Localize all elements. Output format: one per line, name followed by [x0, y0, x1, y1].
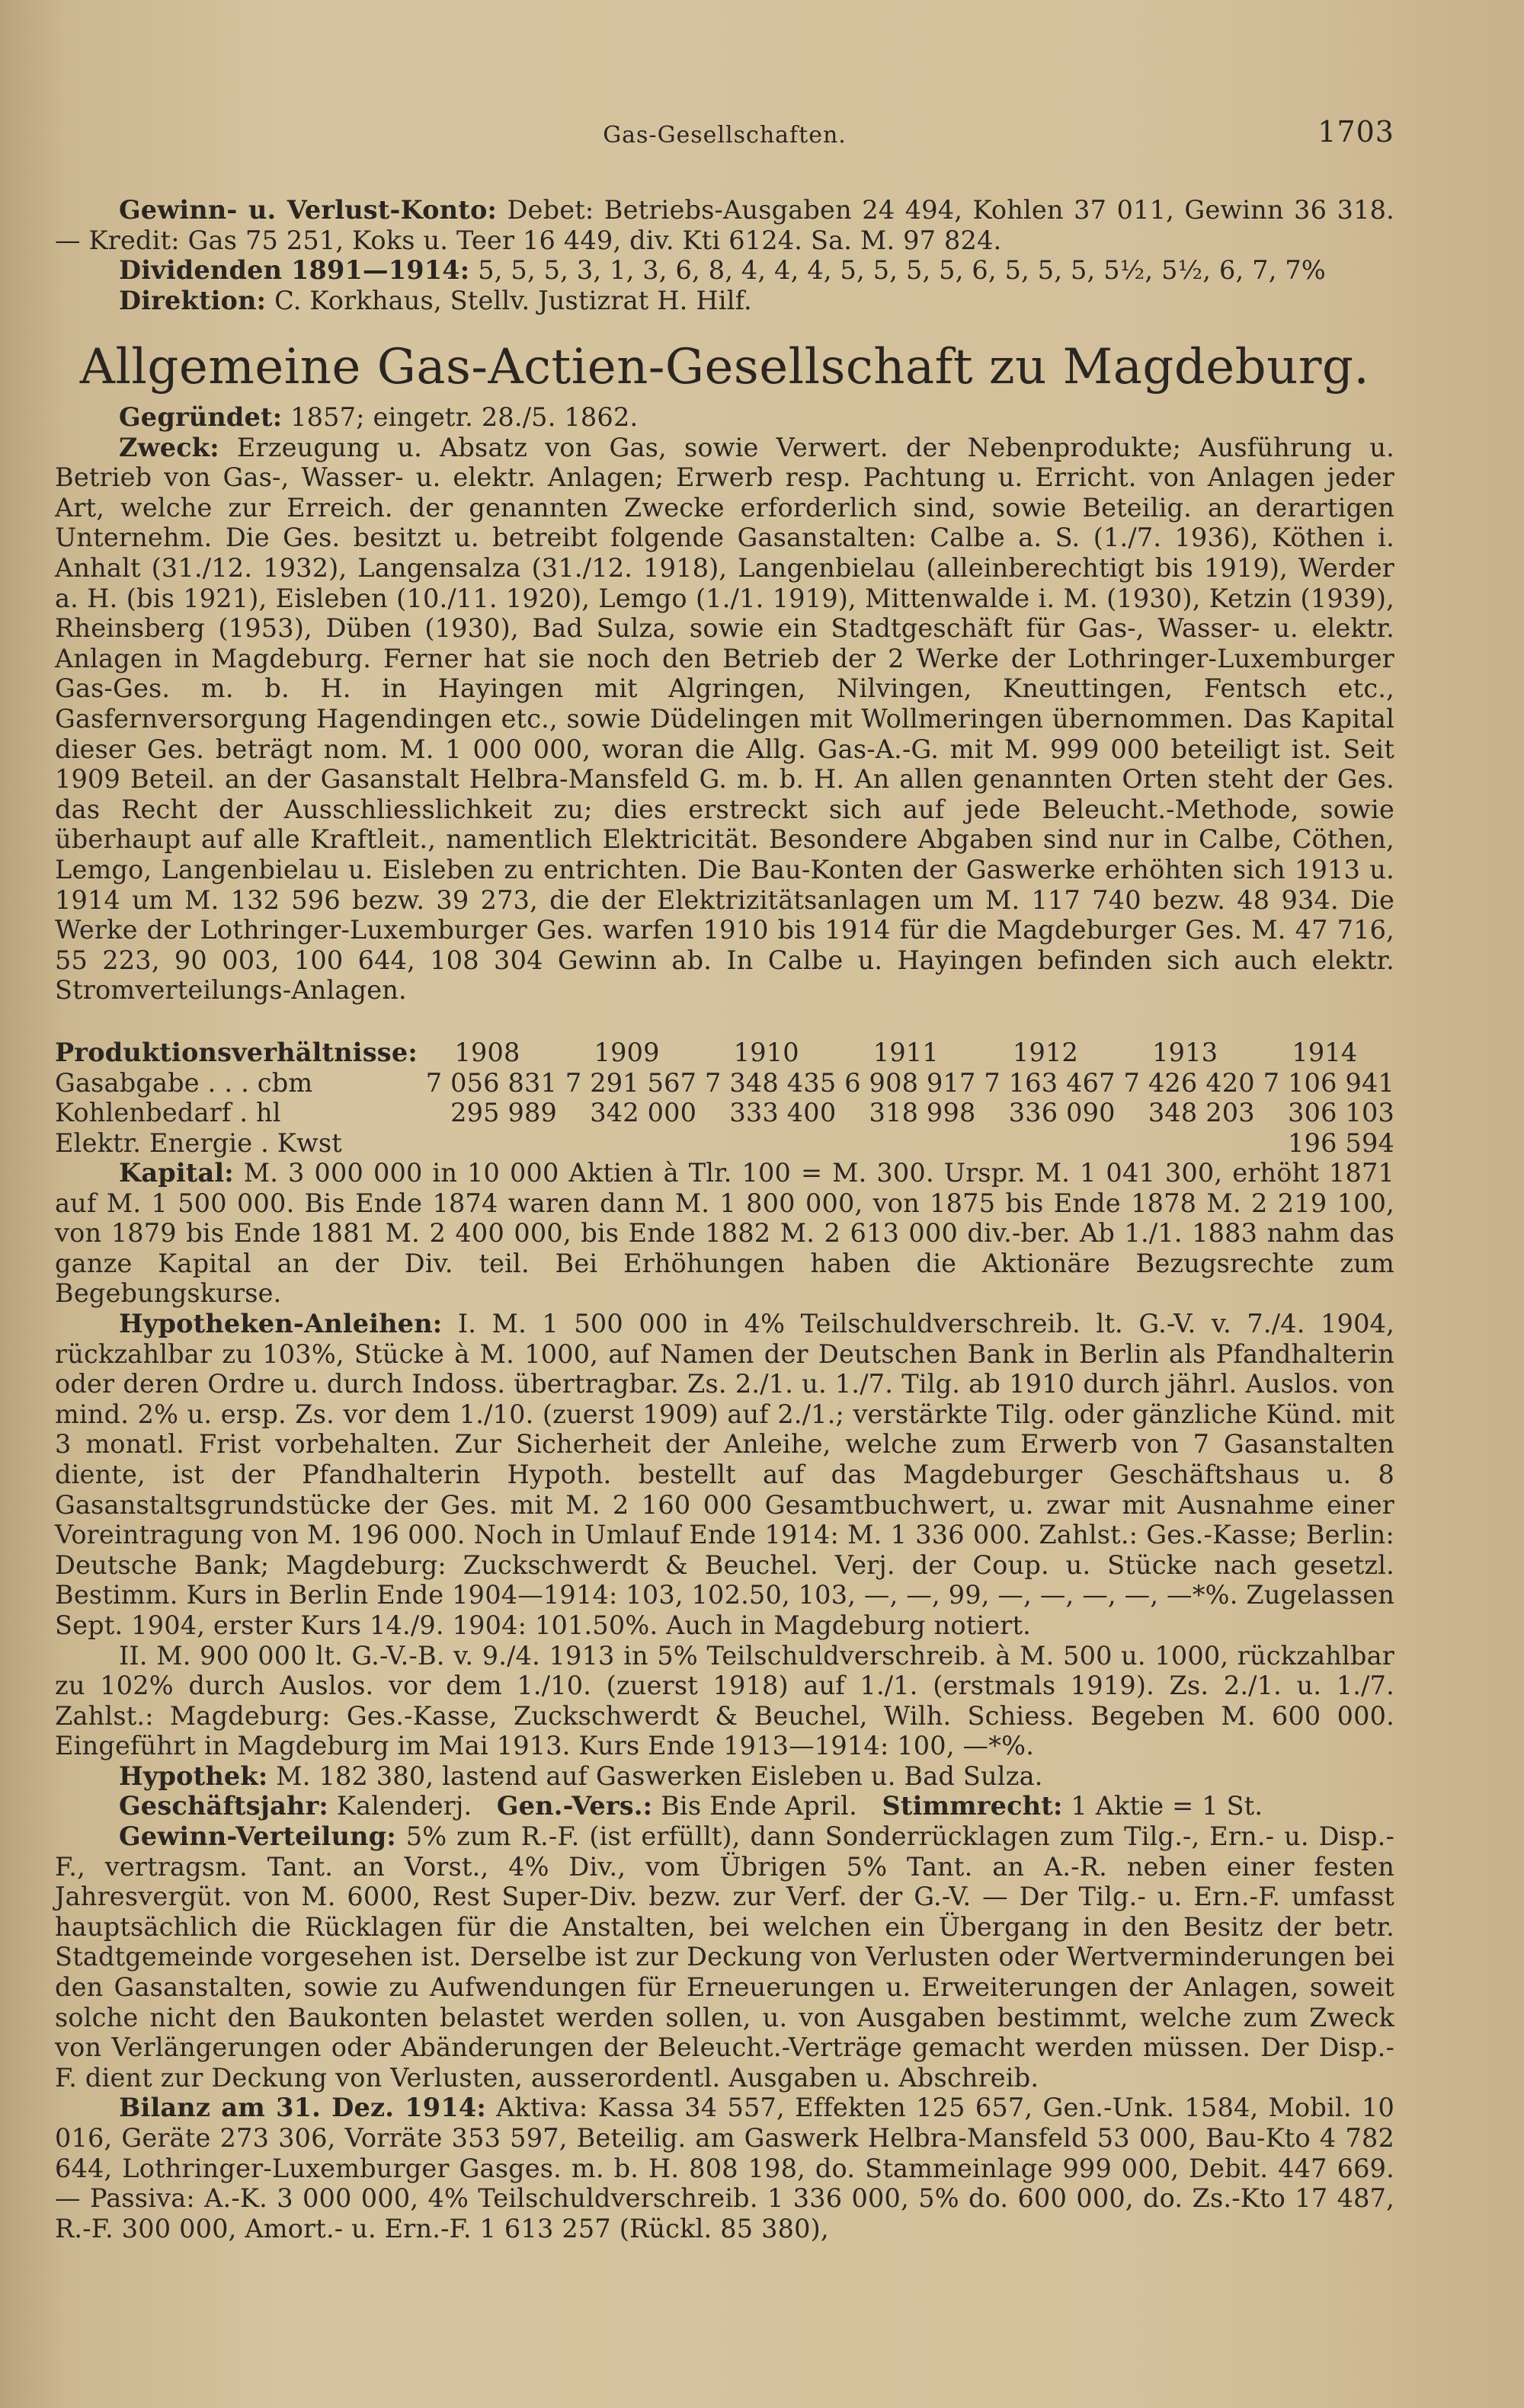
kapital-paragraph	[55, 1158, 1394, 1309]
company-details	[55, 1158, 1394, 2243]
production-year: 1908	[454, 1038, 520, 1067]
production-row-label: Elektr. Energie . Kwst	[55, 1127, 342, 1158]
gewinn-verlust-text: Debet: Betriebs-Ausgaben 24 494, Kohlen 37 011, Gewinn 36 318. — Kredit: Gas 75 251, Koks u. Teer 16 449, div. Kti 6124. Sa. M. 97 824.	[55, 195, 1394, 255]
hypotheken-text-2: II. M. 900 000 lt. G.-V.-B. v. 9./4. 1913 in 5% Teilschuldverschreib. à M. 500 u. 1000, rückzahlbar zu 102% durch Auslos. vor dem 1./10. (zuerst 1918) auf 1./1. (erstmals 1919). Zs. 2./1. u. 1./7. Zahlst.: Magdeburg: Ges.-Kasse, Zuckschwerdt & Beuchel, Wilh. Schiess. Begeben M. 600 000. Eingeführt in Magdeburg im Mai 1913. Kurs Ende 1913—1914: 100, —*%.	[55, 1640, 1394, 1761]
hypotheken-text-1: I. M. 1 500 000 in 4% Teilschuldverschreib. lt. G.-V. v. 7./4. 1904, rückzahlbar zu 103%, Stücke à M. 1000, auf Namen der Deutschen Bank in Berlin als Pfandhalterin oder deren Ordre u. durch Indoss. übertragbar. Zs. 2./1. u. 1./7. Tilg. ab 1910 durch jährl. Auslos. von mind. 2% u. ersp. Zs. vor dem 1./10. (zuerst 1909) auf 2./1.; verstärkte Tilg. oder gänzliche Künd. mit 3 monatl. Frist vorbehalten. Zur Sicherheit der Anleihe, welche zum Erwerb von 7 Gasanstalten diente, ist der Pfandhalterin Hypoth. bestellt auf das Magdeburger Geschäftshaus u. 8 Gasanstaltsgrundstücke der Ges. mit M. 2 160 000 Gesamtbuchwert, u. zwar mit Ausnahme einer Voreintragung von M. 196 000. Noch in Umlauf Ende 1914: M. 1 336 000. Zahlst.: Ges.-Kasse; Berlin: Deutsche Bank; Magdeburg: Zuckschwerdt & Beuchel. Verj. der Coup. u. Stücke nach gesetzl. Bestimm. Kurs in Berlin Ende 1904—1914: 103, 102.50, 103, —, —, 99, —, —, —, —, —*%. Zugelassen Sept. 1904, erster Kurs 14./9. 1904: 101.50%. Auch in Magdeburg notiert.	[55, 1308, 1394, 1640]
gen-vers-text: Bis Ende April.	[661, 1791, 857, 1821]
production-cell: 196 594	[1288, 1127, 1394, 1158]
production-cell: 7 426 420	[1123, 1067, 1255, 1098]
production-cell: 6 908 917	[844, 1067, 976, 1098]
gewinn-verteilung-paragraph	[55, 1821, 1394, 2093]
dividenden-text: 5, 5, 5, 3, 1, 3, 6, 8, 4, 4, 4, 5, 5, 5, 5, 6, 5, 5, 5, 5½, 5½, 6, 7, 7%	[478, 255, 1326, 286]
production-row-label: Kohlenbedarf . hl	[55, 1098, 281, 1128]
production-cell	[836, 1128, 975, 1159]
production-year: 1911	[872, 1038, 939, 1067]
hypothek-label: Hypothek:	[119, 1760, 268, 1791]
production-year: 1909	[594, 1038, 660, 1067]
production-cell: 348 203	[1148, 1098, 1255, 1128]
production-cell: 7 163 467	[984, 1067, 1116, 1098]
running-head	[55, 115, 1394, 158]
production-cell	[418, 1128, 557, 1159]
geschaeftsjahr-label: Geschäftsjahr:	[119, 1791, 328, 1821]
page-number: 1703	[1317, 115, 1394, 149]
production-cell	[975, 1128, 1115, 1159]
production-cell	[696, 1128, 836, 1159]
dividenden-label: Dividenden 1891—1914:	[119, 255, 470, 286]
zweck-paragraph	[55, 433, 1394, 1006]
zweck-text: Erzeugung u. Absatz von Gas, sowie Verwert. der Nebenprodukte; Ausführung u. Betrieb von Gas-, Wasser- u. elektr. Anlagen; Erwerb resp. Pachtung u. Erricht. von Anlagen jeder Art, welche zur Erreich. der genannten Zwecke erforderlich sind, sowie Beteilig. an derartigen Unternehm. Die Ges. besitzt u. betreibt folgende Gasanstalten: Calbe a. S. (1./7. 1936), Köthen i. Anhalt (31./12. 1932), Langensalza (31./12. 1918), Langenbielau (alleinberechtigt bis 1919), Werder a. H. (bis 1921), Eisleben (10./11. 1920), Lemgo (1./1. 1919), Mittenwalde i. M. (1930), Ketzin (1939), Rheinsberg (1953), Düben (1930), Bad Sulza, sowie ein Stadtgeschäft für Gas-, Wasser- u. elektr. Anlagen in Magdeburg. Ferner hat sie noch den Betrieb der 2 Werke der Lothringer-Luxemburger Gas-Ges. m. b. H. in Hayingen mit Algringen, Nilvingen, Kneuttingen, Fentsch etc., Gasfernversorgung Hagendingen etc., sowie Düdelingen mit Wollmeringen übernommen. Das Kapital dieser Ges. beträgt nom. M. 1 000 000, woran die Allg. Gas-A.-G. mit M. 999 000 beteiligt ist. Seit 1909 Beteil. an der Gasanstalt Helbra-Mansfeld G. m. b. H. An allen genannten Orten steht der Ges. das Recht der Ausschliesslichkeit zu; dies erstreckt sich auf jede Beleucht.-Methode, sowie überhaupt auf alle Kraftleit., namentlich Elektricität. Besondere Abgaben sind nur in Calbe, Cöthen, Lemgo, Langenbielau u. Eisleben zu entrichten. Die Bau-Konten der Gaswerke erhöhten sich 1913 u. 1914 um M. 132 596 bezw. 39 273, die der Elektrizitätsanlagen um M. 117 740 bezw. 48 934. Die Werke der Lothringer-Luxemburger Ges. warfen 1910 bis 1914 für die Magdeburger Ges. M. 47 716, 55 223, 90 003, 100 644, 108 304 Gewinn ab. In Calbe u. Hayingen befinden sich auch elektr. Stromverteilungs-Anlagen.	[55, 432, 1394, 1006]
bilanz-label: Bilanz am 31. Dez. 1914:	[119, 2093, 486, 2123]
company-heading-block	[55, 338, 1394, 396]
gen-vers-label: Gen.-Vers.:	[496, 1791, 653, 1821]
production-cell: 295 989	[450, 1098, 558, 1128]
geschaeftsjahr-text: Kalenderj.	[336, 1791, 472, 1821]
gegruendet-text: 1857; eingetr. 28./5. 1862.	[290, 402, 639, 432]
gegruendet-paragraph	[55, 402, 1394, 433]
production-year: 1912	[1013, 1038, 1079, 1067]
bilanz-text: Aktiva: Kassa 34 557, Effekten 125 657, Gen.-Unk. 1584, Mobil. 10 016, Geräte 273 306, Vorräte 353 597, Beteilig. am Gaswerk Helbra-Mansfeld 53 000, Bau-Kto 4 782 644, Lothringer-Luxemburger Gasges. m. b. H. 808 198, do. Stammeinlage 999 000, Debit. 447 669. — Passiva: A.-K. 3 000 000, 4% Teilschuldverschreib. 1 336 000, 5% do. 600 000, do. Zs.-Kto 17 487, R.-F. 300 000, Amort.- u. Ern.-F. 1 613 257 (Rückl. 85 380),	[55, 2093, 1394, 2243]
running-title: Gas-Gesellschaften.	[603, 122, 847, 149]
production-cell: 333 400	[729, 1098, 837, 1128]
direktion-paragraph	[55, 286, 1394, 316]
hypotheken-label: Hypotheken-Anleihen:	[119, 1308, 443, 1338]
gewinn-verlust-paragraph	[55, 195, 1394, 255]
hypothek-text: M. 182 380, lastend auf Gaswerken Eisleben u. Bad Sulza.	[276, 1760, 1043, 1791]
production-cell: 336 090	[1008, 1098, 1116, 1128]
production-cell: 7 056 831	[425, 1067, 558, 1098]
zweck-label: Zweck:	[119, 432, 219, 462]
production-cell: 7 348 435	[705, 1067, 837, 1098]
production-cell: 342 000	[590, 1098, 697, 1128]
company-title: Allgemeine Gas-Actien-Gesellschaft zu Magdeburg.	[79, 339, 1370, 395]
production-year: 1910	[733, 1038, 799, 1067]
production-cell: 7 106 941	[1263, 1067, 1394, 1098]
production-row-kohlenbedarf	[55, 1098, 1394, 1128]
stimmrecht-text: 1 Aktie = 1 St.	[1071, 1791, 1263, 1821]
production-label: Produktionsverhältnisse:	[55, 1038, 418, 1067]
production-cell: 306 103	[1288, 1098, 1394, 1128]
production-cell: 318 998	[869, 1098, 976, 1128]
direktion-text: C. Korkhaus, Stellv. Justizrat H. Hilf.	[274, 285, 752, 315]
previous-entry	[55, 195, 1394, 315]
production-section	[55, 1038, 1394, 1158]
gewinn-verteilung-text: 5% zum R.-F. (ist erfüllt), dann Sonderrücklagen zum Tilg.-, Ern.- u. Disp.-F., vertragsm. Tant. an Vorst., 4% Div., vom Übrigen 5% Tant. an A.-R. neben einer festen Jahresvergüt. von M. 6000, Rest Super-Div. bezw. zur Verf. der G.-V. — Der Tilg.- u. Ern.-F. umfasst hauptsächlich die Rücklagen für die Anstalten, bei welchen ein Übergang in den Besitz der betr. Stadtgemeinde vorgesehen ist. Derselbe ist zur Deckung von Verlusten oder Wertverminderungen bei den Gasanstalten, sowie zu Aufwendungen für Erneuerungen u. Erweiterungen der Anlagen, soweit solche nicht den Baukonten belastet werden sollen, u. von Ausgaben bestimmt, welche zum Zweck von Verlängerungen oder Abänderungen der Beleucht.-Verträge gemacht werden müssen. Der Disp.-F. dient zur Deckung von Verlusten, ausserordentl. Ausgaben u. Abschreib.	[55, 1821, 1394, 2093]
production-cell: 7 291 567	[565, 1067, 697, 1098]
bilanz-paragraph	[55, 2093, 1394, 2243]
gewinn-verteilung-label: Gewinn-Verteilung:	[119, 1821, 396, 1852]
dividenden-paragraph	[55, 255, 1394, 286]
production-header-row	[55, 1038, 1394, 1068]
production-row-elektr-energie	[55, 1128, 1394, 1159]
kapital-label: Kapital:	[119, 1158, 234, 1188]
kapital-text: M. 3 000 000 in 10 000 Aktien à Tlr. 100 = M. 300. Urspr. M. 1 041 300, erhöht 1871 auf M. 1 500 000. Bis Ende 1874 waren dann M. 1 800 000, von 1875 bis Ende 1878 M. 2 219 100, von 1879 bis Ende 1881 M. 2 400 000, bis Ende 1882 M. 2 613 000 div.-ber. Ab 1./1. 1883 nahm das ganze Kapital an der Div. teil. Bei Erhöhungen haben die Aktionäre Bezugsrechte zum Begebungskurse.	[55, 1158, 1394, 1309]
company-body	[55, 402, 1394, 1006]
production-cell	[557, 1128, 696, 1159]
hypotheken-paragraph	[55, 1309, 1394, 1641]
gewinn-verlust-label: Gewinn- u. Verlust-Konto:	[119, 195, 498, 225]
production-year: 1914	[1292, 1038, 1358, 1067]
production-row-gasabgabe	[55, 1068, 1394, 1098]
production-row-label: Gasabgabe . . . cbm	[55, 1067, 313, 1098]
production-table	[55, 1038, 1394, 1158]
hypotheken-paragraph-2	[55, 1641, 1394, 1761]
stimmrecht-label: Stimmrecht:	[882, 1791, 1063, 1821]
hypothek-paragraph	[55, 1761, 1394, 1792]
direktion-label: Direktion:	[119, 285, 267, 315]
production-cell	[1116, 1128, 1255, 1159]
production-year: 1913	[1152, 1038, 1218, 1067]
meta-paragraph	[55, 1791, 1394, 1821]
gegruendet-label: Gegründet:	[119, 402, 283, 432]
